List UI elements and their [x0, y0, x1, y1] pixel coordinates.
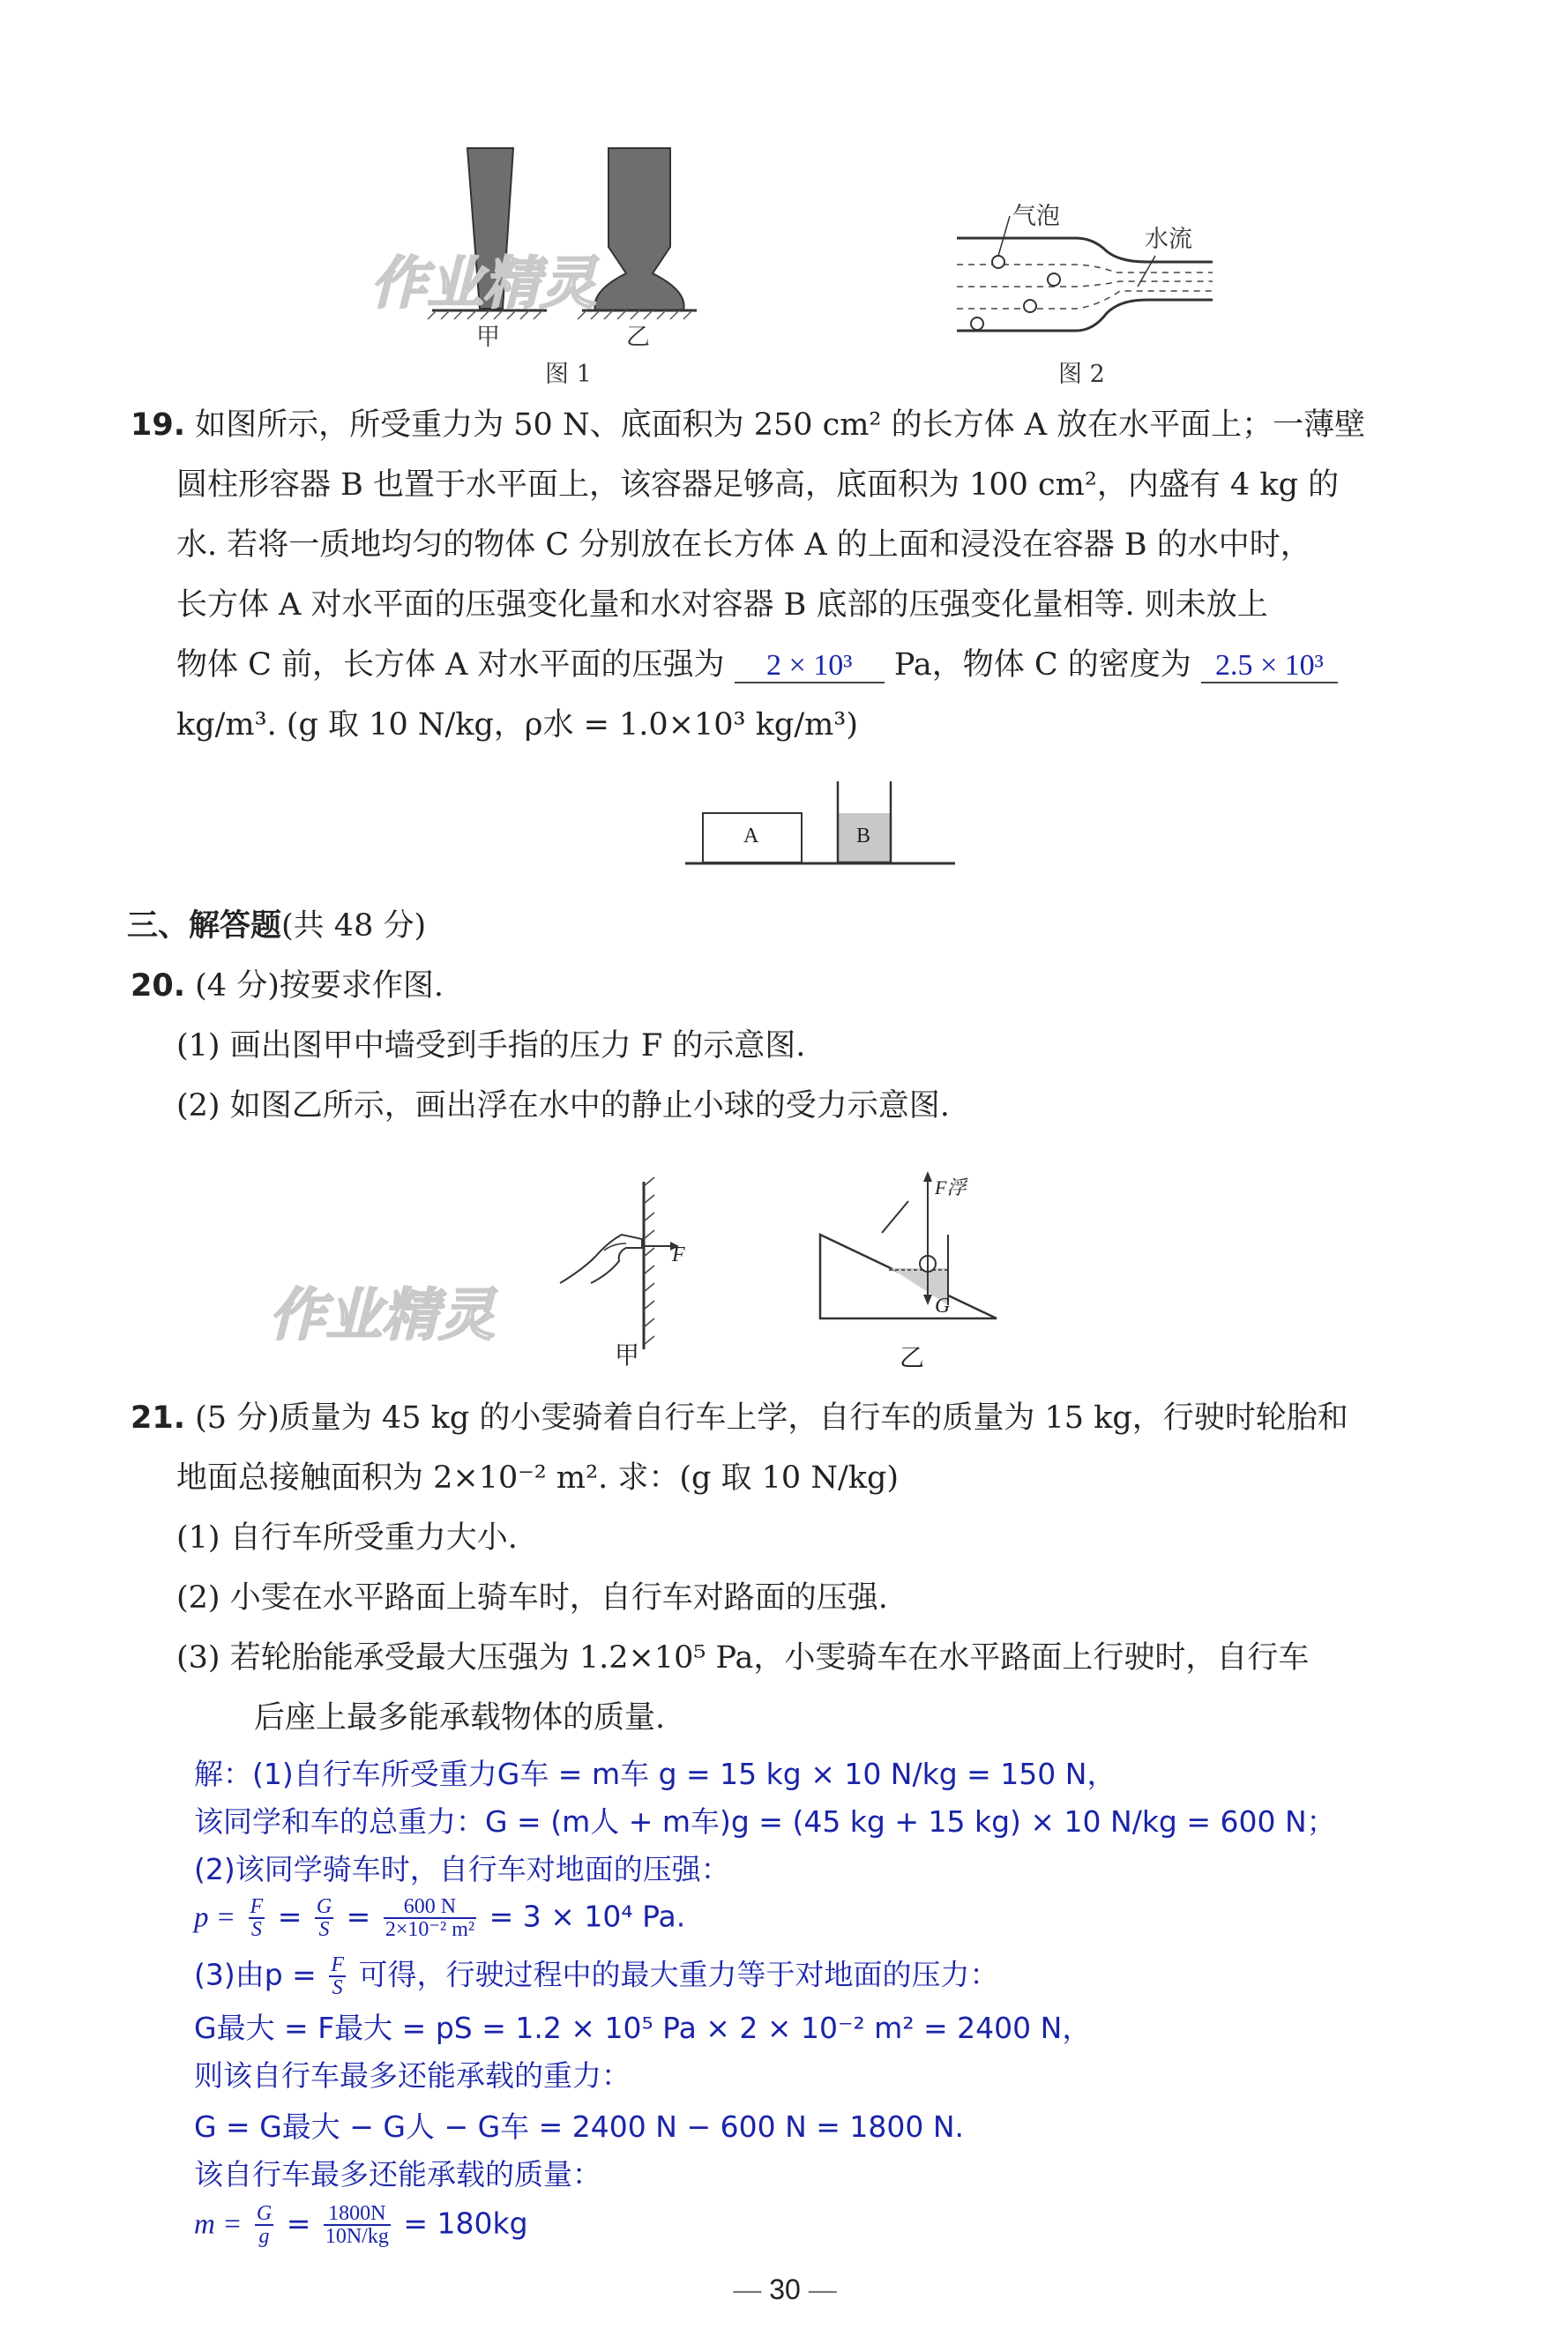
- q19-text-5a: 物体 C 前，长方体 A 对水平面的压强为: [176, 647, 725, 683]
- section-3-label: 三、解答题: [127, 908, 282, 944]
- q19-line-6: kg/m³. (g 取 10 N/kg，ρ水 = 1.0×10³ kg/m³): [176, 707, 858, 743]
- q19-text-1: 如图所示，所受重力为 50 N、底面积为 250 cm² 的长方体 A 放在水平面上；一薄壁: [195, 407, 1366, 443]
- sol4-frac-fs: $\frac{F}{S}$: [250, 1895, 264, 1941]
- sol10-frac-values: $\frac{1800N}{10N/kg}$: [325, 2202, 389, 2248]
- q20-fig-label-jia: 甲: [615, 1340, 640, 1370]
- watermark-top: 作业精灵: [370, 251, 596, 317]
- q19-line-5: [176, 646, 1338, 684]
- q21-item-3-cont: 后座上最多能承载物体的质量.: [254, 1700, 666, 1736]
- fig2-label-bubble: 气泡: [1012, 203, 1060, 230]
- q20-fig-label-yi: 乙: [900, 1343, 925, 1372]
- sol5-frac: $\frac{F}{S}$: [331, 1953, 345, 1999]
- section-3-score: (共 48 分): [281, 908, 427, 944]
- q21-line-2: 地面总接触面积为 2×10⁻² m². 求：(g 取 10 N/kg): [176, 1460, 900, 1496]
- footer-dash-right: —: [800, 2274, 837, 2305]
- q20-figure-jia: [556, 1173, 714, 1376]
- sol10-m: m =: [194, 2208, 243, 2241]
- q20-item-2: (2) 如图乙所示，画出浮在水中的静止小球的受力示意图.: [176, 1088, 950, 1124]
- sol4-p: p =: [194, 1901, 236, 1934]
- solution-line-9: 该自行车最多还能承载的质量：: [194, 2157, 601, 2191]
- figure-2: [944, 198, 1226, 357]
- fig2-label-flow: 水流: [1145, 226, 1192, 253]
- q19-text-5b: Pa，物体 C 的密度为: [893, 647, 1191, 683]
- q20-fig-label-f: F: [672, 1243, 685, 1266]
- q21-number: 21.: [131, 1400, 186, 1436]
- q20-fig-label-g: G: [935, 1295, 951, 1318]
- q19-answer-1: 2 × 10³: [735, 650, 885, 683]
- q20-intro: (4 分)按要求作图.: [195, 968, 444, 1004]
- sol5-a: (3)由p =: [194, 1957, 317, 1992]
- solution-line-5: [194, 1954, 999, 1998]
- q19-fig-label-b: B: [856, 825, 871, 847]
- solution-line-6: G最大 = F最大 = pS = 1.2 × 10⁵ Pa × 2 × 10⁻² m² = 2400 N，: [194, 2011, 1092, 2045]
- q19-answer-2: 2.5 × 10³: [1201, 650, 1338, 683]
- section-3-title: [127, 907, 426, 945]
- solution-line-1: 解：(1)自行车所受重力G车 = m车 g = 15 kg × 10 N/kg = 150 N，: [194, 1757, 1116, 1791]
- q19-figure: [683, 776, 957, 873]
- q21-item-1: (1) 自行车所受重力大小.: [176, 1520, 518, 1556]
- q21-text-1: (5 分)质量为 45 kg 的小雯骑着自行车上学，自行车的质量为 15 kg，行驶时轮胎和: [195, 1400, 1348, 1436]
- fig1-label-jia: 甲: [476, 324, 500, 351]
- q19-line-4: 长方体 A 对水平面的压强变化量和水对容器 B 底部的压强变化量相等. 则未放上: [176, 587, 1268, 623]
- solution-line-4: p = $\frac{F}{S}$ = $\frac{G}{S}$ = $\frac{600 N}{\text{2×10⁻² m²}}$ = 3 × 10⁴ Pa.: [194, 1895, 686, 1941]
- solution-line-10: m = $\frac{G}{g}$ = $\frac{1800N}{10N/kg}$ = 180kg: [194, 2202, 528, 2248]
- q21-item-2: (2) 小雯在水平路面上骑车时，自行车对路面的压强.: [176, 1580, 888, 1616]
- solution-line-7: 则该自行车最多还能承载的重力：: [194, 2058, 631, 2093]
- fig1-caption: 图 1: [545, 361, 592, 388]
- q21-item-3: (3) 若轮胎能承受最大压强为 1.2×10⁵ Pa，小雯骑车在水平路面上行驶时，自行车: [176, 1640, 1310, 1676]
- q20-fig-label-ffu: F浮: [935, 1176, 967, 1198]
- sol10-frac-gg: $\frac{G}{g}$: [256, 2202, 273, 2248]
- q20-item-1: (1) 画出图甲中墙受到手指的压力 F 的示意图.: [176, 1028, 806, 1064]
- page-footer: [706, 2274, 864, 2306]
- footer-dash-left: —: [733, 2274, 770, 2305]
- solution-line-3: (2)该同学骑车时，自行车对地面的压强：: [194, 1852, 730, 1886]
- solution-line-2: 该同学和车的总重力：G = (m人 + m车)g = (45 kg + 15 kg) × 10 N/kg = 600 N；: [194, 1804, 1336, 1839]
- solution-line-8: G = G最大 − G人 − G车 = 2400 N − 600 N = 1800 N.: [194, 2109, 965, 2144]
- sol10-result: = 180kg: [403, 2206, 528, 2241]
- q19-number: 19.: [131, 407, 186, 443]
- q19-line-2: 圆柱形容器 B 也置于水平面上，该容器足够高，底面积为 100 cm²，内盛有 4 kg 的: [176, 467, 1340, 503]
- q20-figure-yi: [811, 1164, 1014, 1376]
- fig1-label-yi: 乙: [626, 324, 650, 351]
- q19-line-1: [131, 406, 1365, 444]
- q20-number: 20.: [131, 968, 186, 1004]
- sol4-frac-gs: $\frac{G}{S}$: [316, 1895, 332, 1941]
- q20-line-1: [131, 967, 444, 1005]
- q21-line-1: [131, 1399, 1348, 1437]
- page-number: 30: [769, 2274, 801, 2305]
- q19-line-3: 水. 若将一质地均匀的物体 C 分别放在长方体 A 的上面和浸没在容器 B 的水中时，: [176, 527, 1311, 563]
- watermark-mid: 作业精灵: [269, 1283, 495, 1348]
- sol5-b: 可得，行驶过程中的最大重力等于对地面的压力：: [358, 1957, 999, 1992]
- sol4-frac-values: $\frac{600 N}{\text{2×10⁻² m²}}$: [385, 1895, 475, 1941]
- fig2-caption: 图 2: [1058, 361, 1105, 388]
- sol4-result: = 3 × 10⁴ Pa.: [489, 1899, 686, 1934]
- q19-fig-label-a: A: [743, 825, 759, 847]
